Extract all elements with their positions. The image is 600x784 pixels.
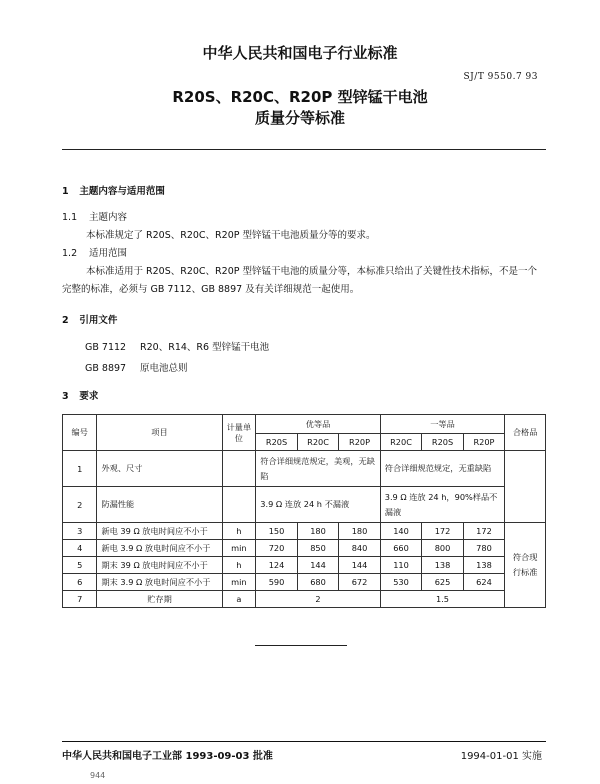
table-row <box>63 574 546 591</box>
qualified-value: 符合现行标准 <box>505 523 546 608</box>
section-1-2-heading <box>62 245 127 259</box>
table-row <box>63 591 546 608</box>
excellent-value: 720 <box>256 540 297 557</box>
first-value: 138 <box>422 557 463 574</box>
page-number: 944 <box>90 771 106 780</box>
row-item: 期末 3.9 Ω 放电时间应不小于 <box>97 574 222 591</box>
section-2-heading <box>62 312 117 326</box>
excellent-value: 672 <box>339 574 380 591</box>
title-divider <box>62 149 546 150</box>
excellent-value: 850 <box>297 540 339 557</box>
row-no: 4 <box>63 540 97 557</box>
first-value: 1.5 <box>380 591 504 608</box>
first-value: 138 <box>463 557 504 574</box>
table-row <box>63 523 546 540</box>
end-rule <box>255 645 347 646</box>
reference-code: GB 7112 <box>85 342 127 353</box>
excellent-value: 2 <box>256 591 380 608</box>
section-title: 适用范围 <box>89 248 128 259</box>
first-value: 800 <box>422 540 463 557</box>
doc-title-line2: 质量分等标准 <box>254 109 345 127</box>
model-header: R20C <box>297 434 339 451</box>
table-row <box>63 557 546 574</box>
row-item: 期末 39 Ω 放电时间应不小于 <box>97 557 222 574</box>
row-item: 贮存期 <box>97 591 222 608</box>
section-number: 1.1 <box>62 212 78 223</box>
excellent-value: 150 <box>256 523 297 540</box>
row-unit <box>222 451 256 487</box>
header-excellent: 优等品 <box>256 415 380 434</box>
first-value: 符合详细规范规定，无重缺陷 <box>380 451 504 487</box>
header-qualified: 合格品 <box>505 415 546 451</box>
row-unit: h <box>222 557 256 574</box>
excellent-value: 144 <box>297 557 339 574</box>
model-header: R20P <box>339 434 380 451</box>
first-value: 625 <box>422 574 463 591</box>
reference-title: 原电池总则 <box>140 363 188 374</box>
excellent-value: 840 <box>339 540 380 557</box>
model-header: R20S <box>256 434 297 451</box>
implementation-date: 1994-01-01 实施 <box>460 751 542 762</box>
excellent-value: 符合详细规范规定，美观，无缺陷 <box>256 451 380 487</box>
section-1-2-text: 本标准适用于 R20S、R20C、R20P 型锌锰干电池的质量分等，本标准只给出了关键性技术指标，不是一个完整的标准，必须与 GB 7112、GB 8897 及有关详细规范一起使用。 <box>62 266 538 295</box>
row-item: 新电 39 Ω 放电时间应不小于 <box>97 523 222 540</box>
section-title: 主题内容与适用范围 <box>79 186 165 197</box>
excellent-value: 590 <box>256 574 297 591</box>
footer-divider <box>62 741 546 742</box>
requirements-table <box>62 414 546 608</box>
section-3-heading <box>62 388 98 402</box>
reference-title: R20、R14、R6 型锌锰干电池 <box>140 342 270 353</box>
section-number: 3 <box>62 391 69 402</box>
row-no: 5 <box>63 557 97 574</box>
header-unit: 计量单位 <box>222 415 256 451</box>
row-unit: a <box>222 591 256 608</box>
first-value: 530 <box>380 574 422 591</box>
section-title: 主题内容 <box>89 212 128 223</box>
table-row <box>63 487 546 523</box>
row-unit: min <box>222 574 256 591</box>
section-number: 1.2 <box>62 248 78 259</box>
excellent-value: 180 <box>297 523 339 540</box>
table-row <box>63 451 546 487</box>
first-value: 140 <box>380 523 422 540</box>
reference-item <box>85 339 269 353</box>
section-1-heading <box>62 183 165 197</box>
row-unit <box>222 487 256 523</box>
first-value: 172 <box>463 523 504 540</box>
excellent-value: 144 <box>339 557 380 574</box>
excellent-value: 3.9 Ω 连放 24 h 不漏液 <box>256 487 380 523</box>
section-title: 要求 <box>79 391 99 402</box>
header-first: 一等品 <box>380 415 504 434</box>
table-row <box>63 540 546 557</box>
reference-item <box>85 360 188 374</box>
first-value: 3.9 Ω 连放 24 h，90%样品不漏液 <box>380 487 504 523</box>
excellent-value: 680 <box>297 574 339 591</box>
first-value: 780 <box>463 540 504 557</box>
reference-code: GB 8897 <box>85 363 127 374</box>
model-header: R20P <box>463 434 504 451</box>
section-number: 2 <box>62 315 69 326</box>
section-number: 1 <box>62 186 69 197</box>
issuer-title: 中华人民共和国电子行业标准 <box>202 44 398 62</box>
header-no: 编号 <box>63 415 97 451</box>
doc-title-line1: R20S、R20C、R20P 型锌锰干电池 <box>172 88 428 106</box>
model-header: R20C <box>380 434 422 451</box>
row-item: 新电 3.9 Ω 放电时间应不小于 <box>97 540 222 557</box>
row-no: 7 <box>63 591 97 608</box>
excellent-value: 180 <box>339 523 380 540</box>
header-item: 项目 <box>97 415 222 451</box>
row-unit: min <box>222 540 256 557</box>
model-header: R20S <box>422 434 463 451</box>
row-item: 外观、尺寸 <box>97 451 222 487</box>
row-no: 1 <box>63 451 97 487</box>
standard-code: SJ/T 9550.7 93 <box>463 72 538 82</box>
row-no: 6 <box>63 574 97 591</box>
row-no: 2 <box>63 487 97 523</box>
excellent-value: 124 <box>256 557 297 574</box>
row-no: 3 <box>63 523 97 540</box>
first-value: 172 <box>422 523 463 540</box>
row-unit: h <box>222 523 256 540</box>
first-value: 110 <box>380 557 422 574</box>
row-item: 防漏性能 <box>97 487 222 523</box>
section-1-1-text: 本标准规定了 R20S、R20C、R20P 型锌锰干电池质量分等的要求。 <box>86 230 376 241</box>
first-value: 660 <box>380 540 422 557</box>
first-value: 624 <box>463 574 504 591</box>
section-title: 引用文件 <box>79 315 118 326</box>
qualified-empty <box>505 451 546 523</box>
section-1-1-heading <box>62 209 127 223</box>
approval-note: 中华人民共和国电子工业部 1993-09-03 批准 <box>62 751 273 762</box>
